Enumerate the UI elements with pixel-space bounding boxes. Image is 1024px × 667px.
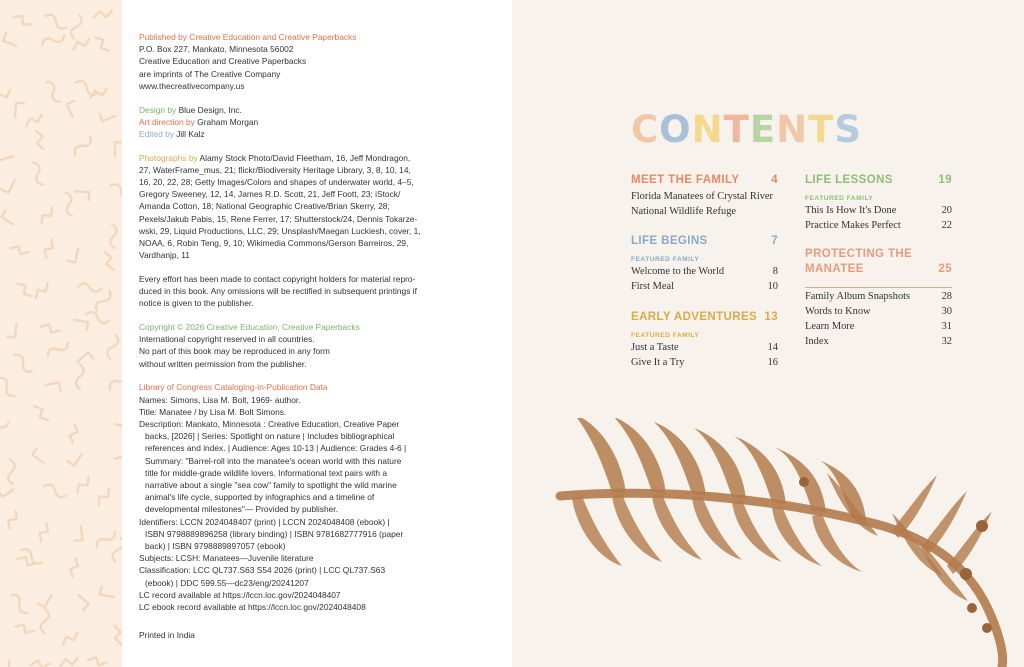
toc-section-page: 4 <box>771 174 778 186</box>
credit-label: Edited by <box>139 128 174 139</box>
photo-credit-text: Amanda Cotton, 18; National Geographic Creative/Brian Skerry, 28; <box>139 201 390 212</box>
pattern-squiggle <box>72 134 93 158</box>
publisher-line: www.thecreativecompany.us <box>139 80 245 91</box>
fern-leaflet <box>827 473 878 536</box>
notice-block <box>139 273 495 310</box>
pattern-squiggle <box>111 537 122 562</box>
pattern-squiggle <box>31 659 50 667</box>
pattern-squiggle <box>0 375 18 398</box>
pattern-squiggle <box>89 89 108 98</box>
toc-entry[interactable] <box>805 204 952 219</box>
pattern-squiggle <box>43 13 68 31</box>
credit-value: Jill Kalz <box>173 128 205 139</box>
pattern-squiggle <box>7 323 17 338</box>
pattern-squiggle <box>95 35 109 54</box>
pattern-squiggle <box>33 283 51 298</box>
toc-section-page: 13 <box>764 310 778 323</box>
pattern-squiggle <box>1 177 14 193</box>
toc-entry-page: 20 <box>941 205 952 216</box>
toc-section-heading[interactable] <box>631 172 778 188</box>
credit-line <box>139 104 495 116</box>
photo-credit-line <box>139 188 495 200</box>
pattern-squiggle <box>67 247 77 262</box>
contents-title-letter: N <box>776 108 809 151</box>
pattern-squiggle <box>74 79 99 98</box>
featured-family-label: FEATURED FAMILY <box>631 256 700 264</box>
toc-section-title: LIFE LESSONS <box>805 174 893 186</box>
pattern-squiggle <box>12 352 35 374</box>
toc-section-title: EARLY ADVENTURES <box>631 310 758 323</box>
pattern-squiggle <box>88 655 107 667</box>
cip-line: Names: Simons, Lisa M. Bolt, 1969- author. <box>139 394 301 405</box>
contents-title-letter: T <box>808 108 835 151</box>
copyright-line: without written permission from the publisher. <box>139 358 307 369</box>
toc-entry[interactable] <box>631 341 778 356</box>
pattern-squiggle <box>73 595 89 611</box>
fern-leaf-illustration <box>542 418 1024 667</box>
publisher-heading: Published by Creative Education and Creative Paperbacks <box>139 32 357 42</box>
toc-entry-page: 30 <box>941 306 952 318</box>
pattern-squiggle <box>60 658 79 666</box>
toc-entry[interactable] <box>805 219 952 234</box>
photo-credit-line <box>139 249 495 261</box>
credit-label: Design by <box>139 104 177 115</box>
pattern-squiggle <box>6 459 17 484</box>
credit-value: Graham Morgan <box>194 116 259 127</box>
cip-line: back) | ISBN 9798889897057 (ebook) <box>145 541 286 552</box>
pattern-squiggle <box>42 483 67 499</box>
pattern-squiggle <box>46 339 70 359</box>
pattern-squiggle <box>3 33 19 46</box>
pattern-squiggle <box>41 321 60 335</box>
contents-title-letter: T <box>723 108 750 151</box>
fern-bulb <box>982 623 992 633</box>
pattern-squiggle <box>5 511 21 529</box>
fern-bulb <box>967 603 977 613</box>
cip-line: (ebook) | DDC 599.55—dc23/eng/20241207 <box>145 577 309 588</box>
pattern-squiggle <box>106 334 119 359</box>
featured-family-label: FEATURED FAMILY <box>631 331 700 339</box>
contents-title-letter: E <box>749 108 777 151</box>
toc-entry-label: Learn More <box>805 320 855 332</box>
pattern-squiggle <box>105 252 113 271</box>
cip-line: Description: Mankato, Minnesota : Creative Education, Creative Paper <box>139 418 400 429</box>
toc-section-title: LIFE BEGINS <box>631 235 708 248</box>
cip-line: LC ebook record available at https://lccn.loc.gov/2024048408 <box>139 602 366 613</box>
pattern-squiggle <box>41 609 50 633</box>
notice-line: notice is given to the publisher. <box>139 298 254 309</box>
toc-entry-page: 8 <box>772 266 778 278</box>
fern-leaflet <box>892 475 937 538</box>
toc-section-title: MEET THE FAMILY <box>631 174 740 186</box>
toc-entry-page: 28 <box>941 291 952 303</box>
photo-credit-text: Pexels/Jakub Pabis, 15, Rene Ferrer, 17; Shutterstock/24, Dennis Tokarze- <box>139 213 418 224</box>
fern-leaflet <box>574 418 626 494</box>
contents-title-letter: S <box>834 108 862 151</box>
pattern-squiggle <box>10 243 29 257</box>
contents-page <box>512 0 1024 667</box>
photo-credit-text: Alamy Stock Photo/David Fleetham, 16, Jeff Mondragon, <box>197 152 411 163</box>
toc-column-right <box>805 172 952 363</box>
toc-entry-label: Family Album Snapshots <box>805 291 911 303</box>
toc-entry-label: First Meal <box>631 281 675 293</box>
fern-leaflet <box>947 511 992 574</box>
fern-bulb <box>960 568 972 580</box>
cip-line: Title: Manatee / by Lisa M. Bolt Simons. <box>139 406 287 417</box>
toc-entry[interactable] <box>631 280 778 295</box>
toc-section-heading[interactable] <box>631 309 778 325</box>
pattern-squiggle <box>62 192 76 217</box>
publisher-line: Creative Education and Creative Paperbacks <box>139 56 307 67</box>
pattern-squiggle <box>115 626 121 644</box>
pattern-squiggle <box>0 658 12 667</box>
pattern-squiggle <box>41 32 66 48</box>
cip-line: narrative about a single "sea cow" family to spotlight the wild marine <box>145 480 397 490</box>
toc-entry[interactable] <box>631 205 778 220</box>
photo-credit-text: 16, 20, 22, 28; Getty Images/Colors and shapes of underwater world, 4–5, <box>139 177 414 188</box>
toc-section-heading[interactable] <box>805 247 952 277</box>
pattern-squiggle <box>0 148 13 160</box>
pattern-squiggle <box>67 424 80 443</box>
contents-title-letter: N <box>691 108 724 151</box>
cip-line: Classification: LCC QL737.S63 S54 2026 (print) | LCC QL737.S63 <box>139 565 386 576</box>
pattern-squiggle <box>115 454 122 468</box>
photo-credit-line <box>139 176 495 188</box>
toc-column-left <box>631 172 778 384</box>
cip-line: Subjects: LCSH: Manatees—Juvenile literature <box>139 553 314 564</box>
toc-entry[interactable] <box>631 190 778 205</box>
toc-section <box>805 247 952 349</box>
decorative-pattern-strip <box>0 0 122 667</box>
toc-entry-label: Florida Manatees of Crystal River <box>631 191 773 202</box>
toc-entry[interactable] <box>631 265 778 280</box>
photo-credit-line <box>139 213 495 225</box>
toc-entry[interactable] <box>805 305 952 320</box>
pattern-squiggle <box>70 14 83 39</box>
copyright-heading: Copyright © 2026 Creative Education, Creative Paperbacks <box>139 322 360 333</box>
pattern-squiggle <box>35 404 48 423</box>
toc-entry-label: National Wildlife Refuge <box>631 205 736 217</box>
toc-section-page: 7 <box>771 235 778 248</box>
toc-entry-page: 31 <box>941 320 952 332</box>
credit-label: Art direction by <box>139 116 195 127</box>
publisher-line: P.O. Box 227, Mankato, Minnesota 56002 <box>139 44 294 55</box>
toc-section-heading[interactable] <box>631 233 778 249</box>
printed-in: Printed in India <box>139 630 195 641</box>
pattern-squiggle <box>25 115 44 126</box>
pattern-squiggle <box>99 108 115 121</box>
pattern-squiggle <box>67 101 80 117</box>
pattern-squiggle <box>107 370 122 392</box>
toc-entry-page: 32 <box>941 335 952 347</box>
toc-entry-page: 16 <box>767 356 778 368</box>
pattern-squiggle <box>14 12 31 28</box>
copyright-line: International copyright reserved in all countries. <box>139 334 315 345</box>
copyright-line: No part of this book may be reproduced in any form <box>139 346 330 357</box>
toc-entry[interactable] <box>805 320 952 335</box>
credit-line <box>139 116 495 128</box>
cip-line: title for middle-grade wildlife lovers. Informational text pairs with a <box>145 467 388 478</box>
toc-entry[interactable] <box>805 290 952 305</box>
toc-entry-label: Practice Makes Perfect <box>805 219 901 231</box>
toc-entry[interactable] <box>805 335 952 350</box>
toc-section-title: PROTECTING THE MANATEE <box>805 248 913 276</box>
notice-line: Every effort has been made to contact copyright holders for material repro- <box>139 273 416 284</box>
pattern-squiggle <box>74 477 92 492</box>
toc-section <box>631 233 778 294</box>
cip-line: backs, [2026] | Series: Spotlight on nature | Includes bibliographical <box>145 431 395 442</box>
toc-entry[interactable] <box>631 356 778 371</box>
toc-entry-label: Words to Know <box>805 306 871 318</box>
toc-entry-label: Just a Taste <box>631 341 679 353</box>
fern-leaflet <box>922 491 967 554</box>
pattern-squiggle <box>38 591 52 607</box>
pattern-squiggle <box>94 11 112 17</box>
pattern-squiggle <box>38 208 56 224</box>
pattern-squiggle <box>75 191 89 200</box>
photo-credit-text: 27, WaterFrame_mus, 21; flickr/Biodiversity Heritage Library, 3, 8, 10, 14, <box>139 164 411 175</box>
toc-entry-page: 22 <box>941 219 952 231</box>
section-divider <box>805 287 952 288</box>
pattern-squiggle <box>76 365 84 389</box>
cip-line: animal's life cycle, supported by infographics and a timeline of <box>145 492 375 503</box>
pattern-squiggle <box>68 450 82 466</box>
pattern-squiggle <box>109 182 122 202</box>
photo-credit-line <box>139 237 495 249</box>
pattern-squiggle <box>36 523 51 541</box>
pattern-squiggle <box>114 424 122 435</box>
toc-section <box>805 172 952 233</box>
squiggle-pattern <box>0 0 122 667</box>
credit-line <box>139 128 495 140</box>
cip-line: Identifiers: LCCN 2024048407 (print) | LCCN 2024048408 (ebook) | <box>139 516 390 527</box>
contents-title-letter: C <box>631 108 660 151</box>
pattern-squiggle <box>0 482 14 497</box>
credit-value: Blue Design, Inc. <box>176 104 242 115</box>
toc-section-page: 19 <box>938 174 952 186</box>
cip-block <box>139 381 495 613</box>
pattern-squiggle <box>15 103 24 117</box>
pattern-squiggle <box>61 632 80 644</box>
cip-heading: Library of Congress Cataloging-in-Publication Data <box>139 382 328 393</box>
rights-block <box>139 321 495 370</box>
pattern-squiggle <box>94 528 117 550</box>
toc-entry-label: Welcome to the World <box>631 266 725 278</box>
pattern-squiggle <box>43 80 63 104</box>
photo-credit-text: wski, 29, Liquid Productions, LLC, 29; Unsplash/Maegan Luckiesh, cover, 1, <box>139 225 421 236</box>
contents-title <box>631 108 862 151</box>
pattern-squiggle <box>36 131 43 149</box>
photo-credit-text: Vardhanjp, 11 <box>139 250 190 261</box>
toc-section <box>631 309 778 370</box>
notice-line: duced in this book. Any omissions will be rectified in subsequent printings if <box>139 286 417 297</box>
photo-credit-line <box>139 164 495 176</box>
cip-line: references and index. | Audience: Ages 10-13 | Audience: Grades 4-6 | <box>145 443 407 454</box>
printed-block <box>139 629 495 641</box>
copyright-page <box>122 0 512 667</box>
pattern-squiggle <box>78 283 102 292</box>
pattern-squiggle <box>29 161 46 186</box>
toc-entry-label: Index <box>805 335 829 347</box>
pattern-squiggle <box>41 240 56 258</box>
publisher-line: are imprints of The Creative Company <box>139 68 281 79</box>
photo-credit-line <box>139 152 495 164</box>
credits-block <box>139 104 495 141</box>
toc-section <box>631 172 778 219</box>
pattern-squiggle <box>0 90 12 102</box>
pattern-squiggle <box>115 142 122 156</box>
cip-line: Summary: "Barrel-roll into the manatee's ocean world with this nature <box>145 455 402 466</box>
toc-entry-page: 14 <box>767 341 778 353</box>
fern-bulb <box>799 477 809 487</box>
pattern-squiggle <box>45 383 60 393</box>
pattern-squiggle <box>2 210 18 224</box>
pattern-squiggle <box>15 621 33 635</box>
toc-section-page: 25 <box>938 263 952 276</box>
pattern-squiggle <box>108 224 119 249</box>
photo-credit-text: NOAA, 6, Robin Teng, 9, 10; Wikimedia Commons/Gerson Barreiros, 29, <box>139 238 409 249</box>
photo-credit-label: Photographs by <box>139 152 198 163</box>
pattern-squiggle <box>32 448 48 463</box>
pattern-squiggle <box>0 419 9 432</box>
photo-credit-line <box>139 225 495 237</box>
pattern-squiggle <box>8 592 30 615</box>
pattern-squiggle <box>17 281 31 300</box>
pattern-squiggle <box>68 558 81 577</box>
publisher-block <box>139 31 495 92</box>
cip-line: ISBN 9798889896258 (library binding) | ISBN 9781682777916 (paper <box>145 528 404 539</box>
contents-title-letter: O <box>659 108 692 151</box>
featured-family-label: FEATURED FAMILY <box>805 195 874 202</box>
pattern-squiggle <box>95 489 113 505</box>
fern-bulb <box>976 520 988 532</box>
toc-entry-label: This Is How It's Done <box>805 205 897 216</box>
pattern-squiggle <box>100 587 115 597</box>
photo-credit-text: Gregory Sweeney, 12, 14, James R.D. Scott, 21, Jeff Foott, 23; iStock/ <box>139 189 401 200</box>
cip-line: LC record available at https://lccn.loc.gov/2024048407 <box>139 589 341 600</box>
photo-credits-block <box>139 152 495 262</box>
pattern-squiggle <box>73 526 83 541</box>
photo-credit-line <box>139 200 495 212</box>
cip-line: developmental milestones"— Provided by publisher. <box>145 504 338 515</box>
pattern-squiggle <box>72 39 91 50</box>
pattern-squiggle <box>73 320 88 330</box>
toc-section-heading[interactable] <box>805 172 952 188</box>
toc-entry-page: 10 <box>767 281 778 293</box>
toc-entry-label: Give It a Try <box>631 356 685 368</box>
